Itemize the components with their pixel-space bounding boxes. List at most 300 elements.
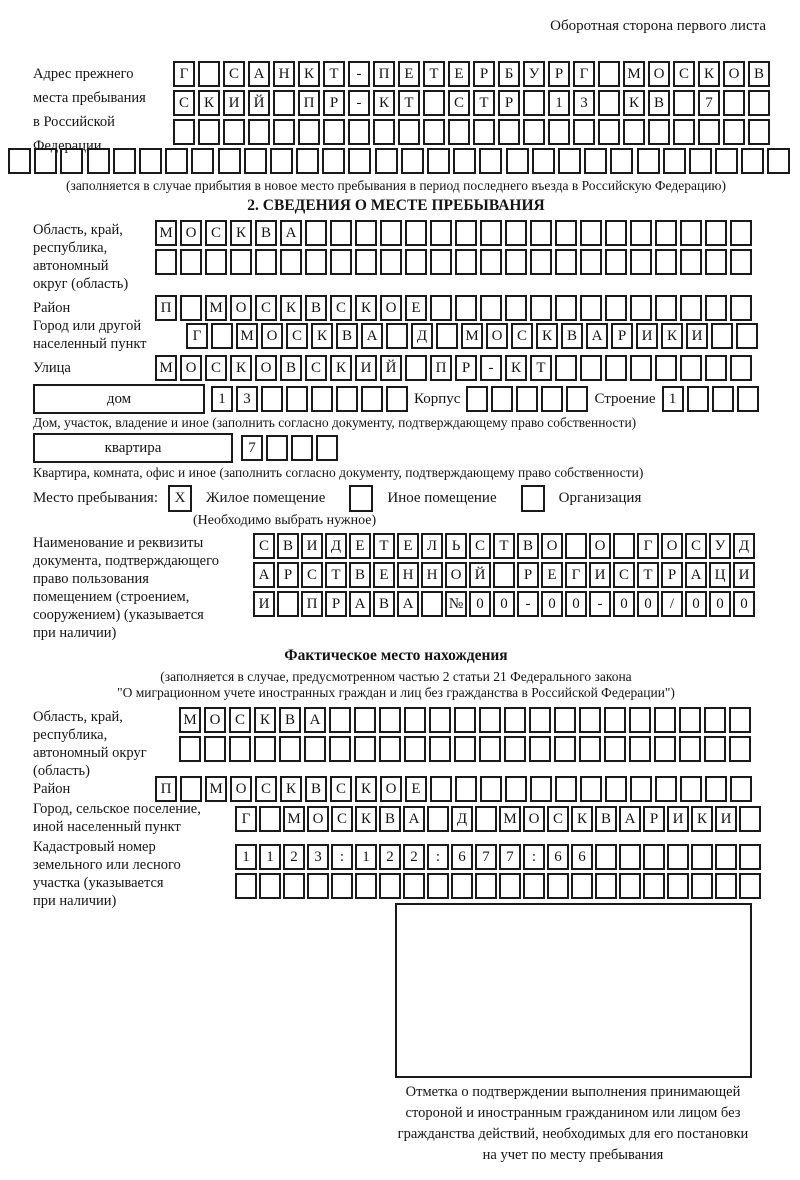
char-cell[interactable]	[311, 386, 333, 412]
char-cell[interactable]: О	[380, 776, 402, 802]
char-cell[interactable]: О	[723, 61, 745, 87]
char-cell[interactable]	[379, 707, 401, 733]
char-cell[interactable]	[680, 220, 702, 246]
char-cell[interactable]: К	[355, 295, 377, 321]
char-cell[interactable]	[455, 220, 477, 246]
char-cell[interactable]	[198, 119, 220, 145]
char-cell[interactable]: Г	[637, 533, 659, 559]
char-cell[interactable]	[595, 844, 617, 870]
char-cell[interactable]	[473, 119, 495, 145]
char-cell[interactable]	[643, 873, 665, 899]
char-cell[interactable]	[748, 90, 770, 116]
char-cell[interactable]	[680, 295, 702, 321]
char-cell[interactable]: М	[623, 61, 645, 87]
char-cell[interactable]	[604, 707, 626, 733]
char-cell[interactable]	[579, 736, 601, 762]
char-cell[interactable]	[580, 776, 602, 802]
char-cell[interactable]	[555, 776, 577, 802]
char-cell[interactable]	[595, 873, 617, 899]
char-cell[interactable]	[429, 736, 451, 762]
char-cell[interactable]: К	[230, 355, 252, 381]
char-cell[interactable]: П	[301, 591, 323, 617]
char-cell[interactable]: С	[301, 562, 323, 588]
char-cell[interactable]	[648, 119, 670, 145]
char-cell[interactable]	[580, 249, 602, 275]
char-cell[interactable]: Т	[398, 90, 420, 116]
char-cell[interactable]: Н	[397, 562, 419, 588]
char-cell[interactable]	[505, 295, 527, 321]
char-cell[interactable]	[436, 323, 458, 349]
char-cell[interactable]	[405, 220, 427, 246]
char-cell[interactable]	[555, 249, 577, 275]
char-cell[interactable]	[211, 323, 233, 349]
char-cell[interactable]: И	[253, 591, 275, 617]
char-cell[interactable]: Т	[373, 533, 395, 559]
char-cell[interactable]	[475, 806, 497, 832]
char-cell[interactable]	[730, 355, 752, 381]
char-cell[interactable]: №	[445, 591, 467, 617]
char-cell[interactable]: В	[305, 776, 327, 802]
char-cell[interactable]: Р	[517, 562, 539, 588]
char-cell[interactable]: Г	[173, 61, 195, 87]
char-cell[interactable]	[386, 323, 408, 349]
char-cell[interactable]: К	[536, 323, 558, 349]
char-cell[interactable]	[691, 873, 713, 899]
char-cell[interactable]: 0	[469, 591, 491, 617]
char-cell[interactable]: В	[517, 533, 539, 559]
char-cell[interactable]	[283, 873, 305, 899]
char-cell[interactable]	[480, 776, 502, 802]
char-cell[interactable]: 1	[662, 386, 684, 412]
char-cell[interactable]: И	[686, 323, 708, 349]
char-cell[interactable]: -	[589, 591, 611, 617]
char-cell[interactable]: Б	[498, 61, 520, 87]
char-cell[interactable]: А	[248, 61, 270, 87]
char-cell[interactable]	[691, 844, 713, 870]
char-cell[interactable]	[259, 873, 281, 899]
char-cell[interactable]	[379, 736, 401, 762]
char-cell[interactable]	[530, 249, 552, 275]
char-cell[interactable]	[480, 220, 502, 246]
char-cell[interactable]	[530, 220, 552, 246]
char-cell[interactable]	[598, 90, 620, 116]
char-cell[interactable]: С	[685, 533, 707, 559]
char-cell[interactable]	[767, 148, 790, 174]
char-cell[interactable]	[704, 736, 726, 762]
char-cell[interactable]: Й	[248, 90, 270, 116]
char-cell[interactable]	[605, 249, 627, 275]
char-cell[interactable]: А	[304, 707, 326, 733]
char-cell[interactable]	[421, 591, 443, 617]
char-cell[interactable]: 7	[698, 90, 720, 116]
char-cell[interactable]: М	[205, 295, 227, 321]
char-cell[interactable]: 3	[307, 844, 329, 870]
char-cell[interactable]: П	[430, 355, 452, 381]
char-cell[interactable]: Е	[397, 533, 419, 559]
char-cell[interactable]: И	[667, 806, 689, 832]
char-cell[interactable]	[405, 355, 427, 381]
char-cell[interactable]: Н	[273, 61, 295, 87]
char-cell[interactable]: О	[589, 533, 611, 559]
char-cell[interactable]: С	[547, 806, 569, 832]
char-cell[interactable]: Р	[277, 562, 299, 588]
char-cell[interactable]: О	[261, 323, 283, 349]
char-cell[interactable]: М	[205, 776, 227, 802]
char-cell[interactable]	[423, 119, 445, 145]
char-cell[interactable]: К	[280, 295, 302, 321]
char-cell[interactable]	[165, 148, 188, 174]
char-cell[interactable]	[180, 776, 202, 802]
char-cell[interactable]: С	[253, 533, 275, 559]
stay-type-checkbox-residential[interactable]: X	[168, 485, 192, 512]
char-cell[interactable]	[430, 249, 452, 275]
char-cell[interactable]	[329, 707, 351, 733]
char-cell[interactable]	[230, 249, 252, 275]
char-cell[interactable]: К	[311, 323, 333, 349]
char-cell[interactable]	[173, 119, 195, 145]
char-cell[interactable]: К	[691, 806, 713, 832]
char-cell[interactable]: И	[223, 90, 245, 116]
char-cell[interactable]: В	[280, 355, 302, 381]
char-cell[interactable]: О	[523, 806, 545, 832]
char-cell[interactable]	[548, 119, 570, 145]
char-cell[interactable]: :	[523, 844, 545, 870]
char-cell[interactable]: В	[336, 323, 358, 349]
char-cell[interactable]: Е	[349, 533, 371, 559]
char-cell[interactable]	[254, 736, 276, 762]
char-cell[interactable]: Р	[473, 61, 495, 87]
char-cell[interactable]: С	[673, 61, 695, 87]
char-cell[interactable]: А	[361, 323, 383, 349]
char-cell[interactable]: М	[461, 323, 483, 349]
char-cell[interactable]	[491, 386, 513, 412]
char-cell[interactable]	[555, 220, 577, 246]
char-cell[interactable]	[451, 873, 473, 899]
char-cell[interactable]	[739, 806, 761, 832]
char-cell[interactable]: 1	[211, 386, 233, 412]
char-cell[interactable]	[348, 119, 370, 145]
char-cell[interactable]	[455, 295, 477, 321]
char-cell[interactable]	[655, 295, 677, 321]
char-cell[interactable]	[305, 249, 327, 275]
char-cell[interactable]	[455, 249, 477, 275]
char-cell[interactable]	[739, 844, 761, 870]
char-cell[interactable]: О	[230, 295, 252, 321]
char-cell[interactable]: Т	[423, 61, 445, 87]
char-cell[interactable]	[373, 119, 395, 145]
char-cell[interactable]: М	[283, 806, 305, 832]
char-cell[interactable]	[331, 873, 353, 899]
char-cell[interactable]: С	[613, 562, 635, 588]
char-cell[interactable]	[523, 119, 545, 145]
char-cell[interactable]	[555, 295, 577, 321]
char-cell[interactable]	[475, 873, 497, 899]
char-cell[interactable]	[286, 386, 308, 412]
char-cell[interactable]: 3	[236, 386, 258, 412]
char-cell[interactable]	[654, 707, 676, 733]
char-cell[interactable]: К	[230, 220, 252, 246]
char-cell[interactable]	[655, 220, 677, 246]
char-cell[interactable]: О	[661, 533, 683, 559]
char-cell[interactable]: В	[379, 806, 401, 832]
char-cell[interactable]	[584, 148, 607, 174]
char-cell[interactable]	[493, 562, 515, 588]
char-cell[interactable]: С	[330, 295, 352, 321]
char-cell[interactable]	[529, 736, 551, 762]
char-cell[interactable]: Н	[421, 562, 443, 588]
char-cell[interactable]	[191, 148, 214, 174]
char-cell[interactable]: С	[255, 295, 277, 321]
char-cell[interactable]	[430, 295, 452, 321]
char-cell[interactable]	[255, 249, 277, 275]
char-cell[interactable]: С	[173, 90, 195, 116]
char-cell[interactable]: К	[355, 806, 377, 832]
char-cell[interactable]: Й	[380, 355, 402, 381]
char-cell[interactable]	[580, 295, 602, 321]
char-cell[interactable]: М	[236, 323, 258, 349]
char-cell[interactable]	[304, 736, 326, 762]
char-cell[interactable]	[667, 873, 689, 899]
char-cell[interactable]	[573, 119, 595, 145]
char-cell[interactable]	[261, 386, 283, 412]
char-cell[interactable]: С	[448, 90, 470, 116]
char-cell[interactable]	[598, 61, 620, 87]
char-cell[interactable]: Г	[565, 562, 587, 588]
char-cell[interactable]	[689, 148, 712, 174]
char-cell[interactable]: 3	[573, 90, 595, 116]
char-cell[interactable]: :	[427, 844, 449, 870]
char-cell[interactable]	[723, 90, 745, 116]
char-cell[interactable]	[554, 707, 576, 733]
char-cell[interactable]	[430, 220, 452, 246]
char-cell[interactable]	[329, 736, 351, 762]
char-cell[interactable]: Т	[530, 355, 552, 381]
char-cell[interactable]: Е	[398, 61, 420, 87]
char-cell[interactable]	[298, 119, 320, 145]
char-cell[interactable]: О	[307, 806, 329, 832]
char-cell[interactable]	[705, 249, 727, 275]
char-cell[interactable]: Т	[493, 533, 515, 559]
char-cell[interactable]: О	[255, 355, 277, 381]
char-cell[interactable]	[605, 220, 627, 246]
char-cell[interactable]: 1	[548, 90, 570, 116]
char-cell[interactable]: И	[715, 806, 737, 832]
char-cell[interactable]: -	[348, 90, 370, 116]
char-cell[interactable]: Г	[235, 806, 257, 832]
char-cell[interactable]	[403, 873, 425, 899]
char-cell[interactable]	[541, 386, 563, 412]
char-cell[interactable]	[348, 148, 371, 174]
char-cell[interactable]	[729, 707, 751, 733]
char-cell[interactable]: 0	[733, 591, 755, 617]
char-cell[interactable]: 6	[571, 844, 593, 870]
char-cell[interactable]: Л	[421, 533, 443, 559]
char-cell[interactable]	[379, 873, 401, 899]
char-cell[interactable]: Т	[637, 562, 659, 588]
char-cell[interactable]: 0	[685, 591, 707, 617]
char-cell[interactable]: В	[255, 220, 277, 246]
char-cell[interactable]: Д	[733, 533, 755, 559]
char-cell[interactable]	[547, 873, 569, 899]
char-cell[interactable]: -	[348, 61, 370, 87]
char-cell[interactable]	[480, 295, 502, 321]
char-cell[interactable]	[579, 707, 601, 733]
char-cell[interactable]: И	[589, 562, 611, 588]
char-cell[interactable]	[715, 148, 738, 174]
char-cell[interactable]	[405, 249, 427, 275]
char-cell[interactable]	[723, 119, 745, 145]
char-cell[interactable]: Е	[405, 776, 427, 802]
char-cell[interactable]: К	[623, 90, 645, 116]
char-cell[interactable]	[505, 249, 527, 275]
char-cell[interactable]: Т	[325, 562, 347, 588]
char-cell[interactable]	[453, 148, 476, 174]
char-cell[interactable]	[680, 776, 702, 802]
char-cell[interactable]: С	[305, 355, 327, 381]
char-cell[interactable]	[455, 776, 477, 802]
char-cell[interactable]	[530, 776, 552, 802]
char-cell[interactable]: И	[355, 355, 377, 381]
char-cell[interactable]	[280, 249, 302, 275]
char-cell[interactable]	[655, 776, 677, 802]
char-cell[interactable]	[205, 249, 227, 275]
char-cell[interactable]	[530, 295, 552, 321]
char-cell[interactable]: У	[523, 61, 545, 87]
char-cell[interactable]	[623, 119, 645, 145]
char-cell[interactable]: В	[561, 323, 583, 349]
char-cell[interactable]: А	[280, 220, 302, 246]
char-cell[interactable]: 1	[355, 844, 377, 870]
char-cell[interactable]: К	[254, 707, 276, 733]
char-cell[interactable]	[673, 119, 695, 145]
char-cell[interactable]: Р	[548, 61, 570, 87]
char-cell[interactable]	[739, 873, 761, 899]
char-cell[interactable]: К	[355, 776, 377, 802]
char-cell[interactable]	[598, 119, 620, 145]
char-cell[interactable]	[529, 707, 551, 733]
char-cell[interactable]: О	[541, 533, 563, 559]
char-cell[interactable]: О	[380, 295, 402, 321]
char-cell[interactable]	[580, 220, 602, 246]
char-cell[interactable]	[655, 355, 677, 381]
char-cell[interactable]	[401, 148, 424, 174]
char-cell[interactable]: Е	[373, 562, 395, 588]
char-cell[interactable]	[273, 90, 295, 116]
char-cell[interactable]	[629, 736, 651, 762]
char-cell[interactable]: Е	[541, 562, 563, 588]
char-cell[interactable]	[730, 295, 752, 321]
char-cell[interactable]	[705, 776, 727, 802]
char-cell[interactable]: 1	[235, 844, 257, 870]
char-cell[interactable]: А	[349, 591, 371, 617]
char-cell[interactable]: В	[648, 90, 670, 116]
char-cell[interactable]	[605, 355, 627, 381]
char-cell[interactable]: 6	[451, 844, 473, 870]
char-cell[interactable]: К	[298, 61, 320, 87]
char-cell[interactable]	[687, 386, 709, 412]
char-cell[interactable]	[498, 119, 520, 145]
char-cell[interactable]	[730, 220, 752, 246]
char-cell[interactable]	[741, 148, 764, 174]
char-cell[interactable]: М	[179, 707, 201, 733]
char-cell[interactable]: А	[685, 562, 707, 588]
char-cell[interactable]: Е	[448, 61, 470, 87]
char-cell[interactable]	[429, 707, 451, 733]
char-cell[interactable]	[386, 386, 408, 412]
char-cell[interactable]	[466, 386, 488, 412]
char-cell[interactable]: 2	[403, 844, 425, 870]
char-cell[interactable]: В	[373, 591, 395, 617]
char-cell[interactable]: П	[373, 61, 395, 87]
char-cell[interactable]: С	[286, 323, 308, 349]
char-cell[interactable]	[729, 736, 751, 762]
char-cell[interactable]: Е	[405, 295, 427, 321]
char-cell[interactable]	[655, 249, 677, 275]
char-cell[interactable]	[558, 148, 581, 174]
char-cell[interactable]: К	[571, 806, 593, 832]
char-cell[interactable]: К	[373, 90, 395, 116]
char-cell[interactable]: С	[229, 707, 251, 733]
char-cell[interactable]: С	[205, 220, 227, 246]
char-cell[interactable]	[448, 119, 470, 145]
char-cell[interactable]	[630, 776, 652, 802]
char-cell[interactable]	[296, 148, 319, 174]
char-cell[interactable]: О	[180, 355, 202, 381]
char-cell[interactable]	[273, 119, 295, 145]
char-cell[interactable]	[398, 119, 420, 145]
char-cell[interactable]: 6	[547, 844, 569, 870]
char-cell[interactable]: О	[648, 61, 670, 87]
char-cell[interactable]: О	[204, 707, 226, 733]
char-cell[interactable]: В	[349, 562, 371, 588]
char-cell[interactable]	[179, 736, 201, 762]
char-cell[interactable]: Г	[186, 323, 208, 349]
char-cell[interactable]: Т	[323, 61, 345, 87]
char-cell[interactable]	[375, 148, 398, 174]
char-cell[interactable]	[506, 148, 529, 174]
char-cell[interactable]: 7	[499, 844, 521, 870]
char-cell[interactable]	[580, 355, 602, 381]
char-cell[interactable]	[223, 119, 245, 145]
char-cell[interactable]	[523, 873, 545, 899]
char-cell[interactable]: О	[230, 776, 252, 802]
char-cell[interactable]	[619, 873, 641, 899]
char-cell[interactable]: 0	[541, 591, 563, 617]
char-cell[interactable]: 0	[493, 591, 515, 617]
char-cell[interactable]: О	[445, 562, 467, 588]
char-cell[interactable]	[330, 220, 352, 246]
char-cell[interactable]	[730, 776, 752, 802]
char-cell[interactable]	[480, 249, 502, 275]
char-cell[interactable]: И	[733, 562, 755, 588]
char-cell[interactable]	[705, 220, 727, 246]
char-cell[interactable]	[715, 873, 737, 899]
char-cell[interactable]	[8, 148, 31, 174]
char-cell[interactable]: Р	[323, 90, 345, 116]
char-cell[interactable]	[479, 736, 501, 762]
char-cell[interactable]	[427, 148, 450, 174]
char-cell[interactable]: В	[305, 295, 327, 321]
char-cell[interactable]: С	[223, 61, 245, 87]
char-cell[interactable]	[630, 220, 652, 246]
char-cell[interactable]	[427, 873, 449, 899]
char-cell[interactable]	[354, 736, 376, 762]
char-cell[interactable]: В	[279, 707, 301, 733]
char-cell[interactable]: А	[397, 591, 419, 617]
char-cell[interactable]: О	[180, 220, 202, 246]
char-cell[interactable]	[679, 736, 701, 762]
char-cell[interactable]: К	[698, 61, 720, 87]
